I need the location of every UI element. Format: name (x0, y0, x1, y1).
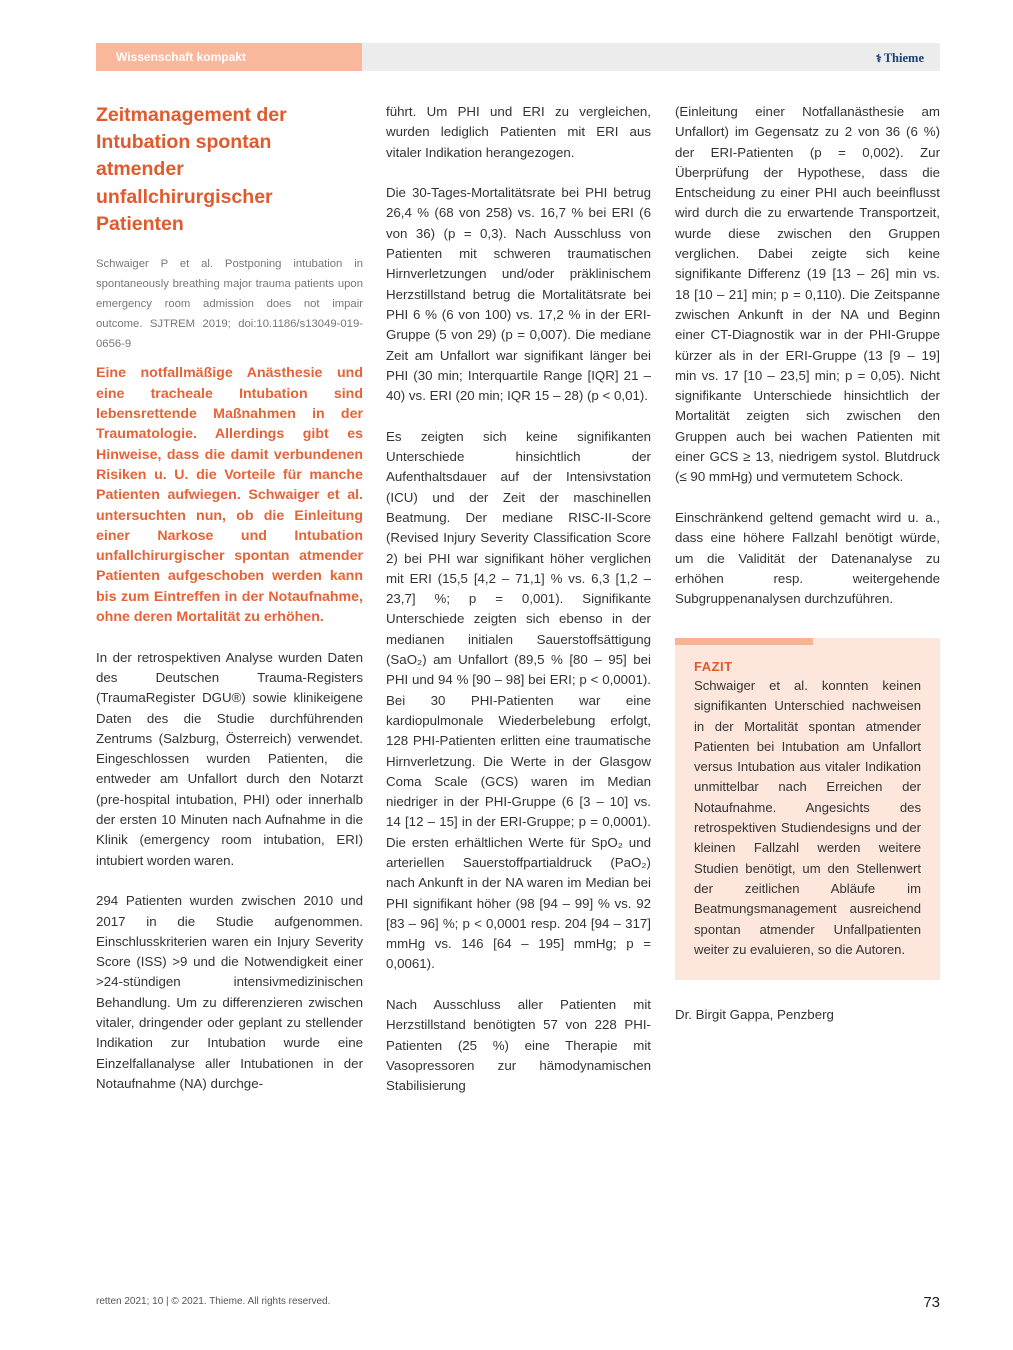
paragraph-vasopressors-part2: (Einleitung einer Notfallanästhesie am Unfallort) im Gegensatz zu 2 von 36 (6 %) der ERI-Patienten (p = 0,002). Zur Überprüfung der Hypothese, dass die Entscheidung zu einer PHI auch beeinflusst wird durch die zu erwartende Transportzeit, wurde diese zwischen den Gruppen verglichen. Dabei zeigte sich keine signifikante Differenz (19 [13 – 26] min vs. 18 [10 – 21] min; p = 0,110). Die Zeitspanne zwischen Ankunft in der NA und Beginn einer CT-Diagnostik war in der PHI-Gruppe kürzer als in der ERI-Gruppe (13 [9 – 19] min vs. 17 [10 – 23,5] min; p = 0,05). Nicht signifikante Unterschiede hinsichtlich der Mortalität zeigten sich zwischen den Gruppen auch bei wachen Patienten mit einer GCS ≥ 13, niedrigem systol. Blutdruck (≤ 90 mmHg) und vermutetem Schock. (675, 104, 940, 485)
paragraph-limitations: Einschränkend geltend gemacht wird u. a., dass eine höhere Fallzahl benötigt würde, um die Validität der Datenanalyse zu erhöhen resp. weitergehende Subgruppenanalysen durchzuführen. (675, 509, 940, 607)
fazit-accent-line (675, 638, 813, 645)
author-signature: Dr. Birgit Gappa, Penzberg (675, 1007, 834, 1022)
publisher-logo (876, 43, 924, 71)
paragraph-inclusion-part2: führt. Um PHI und ERI zu vergleichen, wurden lediglich Patienten mit ERI aus vitaler Indikation herangezogen. (386, 104, 651, 160)
paragraph-methods: In der retrospektiven Analyse wurden Daten des Deutschen Trauma-Registers (TraumaRegister DGU®) sowie klinikeigene Daten des die Studie durchführenden Zentrums (Salzburg, Österreich) verwendet. Eingeschlossen wurden Patienten, die entweder am Unfallort durch den Notarzt (pre-hospital intubation, PHI) oder innerhalb der ersten 10 Minuten nach Aufnahme in die Klinik (emergency room intubation, ERI) intubiert worden waren. (96, 649, 363, 868)
column-3 (675, 102, 940, 609)
column-2 (386, 102, 651, 1097)
paragraph-vasopressors-part1: Nach Ausschluss aller Patienten mit Herzstillstand benötigten 57 von 228 PHI-Patienten (25 %) eine Therapie mit Vasopressoren zur hämodynamischen Stabilisierung (386, 997, 651, 1094)
footer-citation: retten 2021; 10 | © 2021. Thieme. All rights reserved. (96, 1296, 331, 1307)
column-1 (96, 102, 363, 1094)
fazit-label: FAZIT (694, 659, 733, 674)
thieme-logo-icon: ⚕ (875, 53, 882, 65)
paragraph-mortality: Die 30-Tages-Mortalitätsrate bei PHI betrug 26,4 % (68 von 258) vs. 16,7 % bei ERI (6 von 36) (p = 0,3). Nach Ausschluss von Patienten mit schweren traumatischen Hirnverletzungen und/oder präklinischem Herzstillstand betrug die Mortalitätsrate bei PHI 6 % (6 von 100) vs. 17,2 % in der ERI-Gruppe (5 von 29) (p = 0,007). Die mediane Zeit am Unfallort war signifikant länger bei PHI (30 min; Interquartile Range [IQR] 21 – 40) vs. ERI (20 min; IQR 15 – 28) (p < 0,01). (386, 185, 651, 404)
article-lead: Eine notfallmäßige Anästhesie und eine tracheale Intubation sind lebensrettende Maßnahmen in der Traumatologie. Allerdings gibt es Hinweise, dass die damit verbundenen Risiken u. U. die Vorteile für manche Patienten aufwiegen. Schwaiger et al. untersuchten nun, ob die Einleitung einer Narkose und Intubation unfallchirurgischer spontan atmender Patienten aufgeschoben werden kann bis zum Eintreffen in der Notaufnahme, ohne deren Mortalität zu erhöhen. (96, 365, 363, 626)
section-label: Wissenschaft kompakt (96, 43, 362, 71)
article-citation: Schwaiger P et al. Postponing intubation in spontaneously breathing major trauma patients upon emergency room admission does not impair outcome. SJTREM 2019; doi:10.1186/s13049-019-0656-9 (96, 258, 363, 351)
fazit-text: Schwaiger et al. konnten keinen signifikanten Unterschied nachweisen in der Mortalität spontan atmender Patienten bei Intubation am Unfallort versus Intubation aus vitaler Indikation unmittelbar nach Erreichen der Notaufnahme. Angesichts des retrospektiven Studiendesigns und der kleinen Fallzahl werden weitere Studien benötigt, um den Stellenwert der zeitlichen Abläufe im Beatmungsmanagement ausreichend spontan atmender Unfallpatienten weiter zu evaluieren, so die Autoren. (694, 678, 921, 957)
page-number: 73 (923, 1294, 940, 1311)
paragraph-inclusion-part1: 294 Patienten wurden zwischen 2010 und 2017 in die Studie aufgenommen. Einschlusskriterien waren ein Injury Severity Score (ISS) >9 und die Notwendigkeit einer >24-stündigen intensivmedizinischen Behandlung. Um zu differenzieren zwischen vitaler, dringender oder geplant zu stellender Indikation zur Intubation wurde eine Einzelfallanalyse aller Intubationen in der Notaufnahme (NA) durchge- (96, 893, 363, 1091)
paragraph-differences: Es zeigten sich keine signifikanten Unterschiede hinsichtlich der Aufenthaltsdauer auf der Intensivstation (ICU) und der Zeit der maschinellen Beatmung. Der mediane RISC-II-Score (Revised Injury Severity Classification Score 2) bei PHI war signifikant höher verglichen mit ERI (15,5 [4,2 – 71,1] % vs. 6,3 [1,2 – 23,7] %; p = 0,001). Signifikante Unterschiede zeigten sich ebenso in der medianen initialen Sauerstoffsättigung (SaO₂) am Unfallort (89,5 % [80 – 95] bei PHI und 94 % [90 – 98] bei ERI; p < 0,0001). Bei 30 PHI-Patienten war eine kardiopulmonale Wiederbelebung erfolgt, 128 PHI-Patienten erlitten eine traumatische Hirnverletzung. Die Werte in der Glasgow Coma Scale (GCS) waren im Median niedriger in der PHI-Gruppe (6 [3 – 10] vs. 14 [12 – 15] in der ERI-Gruppe; p = 0,0001). Die ersten erhältlichen Werte für SpO₂ und arteriellen Sauerstoffpartialdruck (PaO₂) nach Ankunft in der NA waren im Median bei PHI signifikant höher (98 [94 – 99] % vs. 92 [83 – 96] %; p < 0,0001 resp. 204 [94 – 317] mmHg vs. 146 [64 – 195] mmHg; p = 0,0061). (386, 428, 651, 972)
fazit-box (675, 638, 940, 980)
running-header (96, 43, 940, 71)
article-title: Zeitmanagement der Intubation spontan atmender unfallchirurgischer Patienten (96, 104, 287, 235)
publisher-name: Thieme (883, 51, 924, 65)
